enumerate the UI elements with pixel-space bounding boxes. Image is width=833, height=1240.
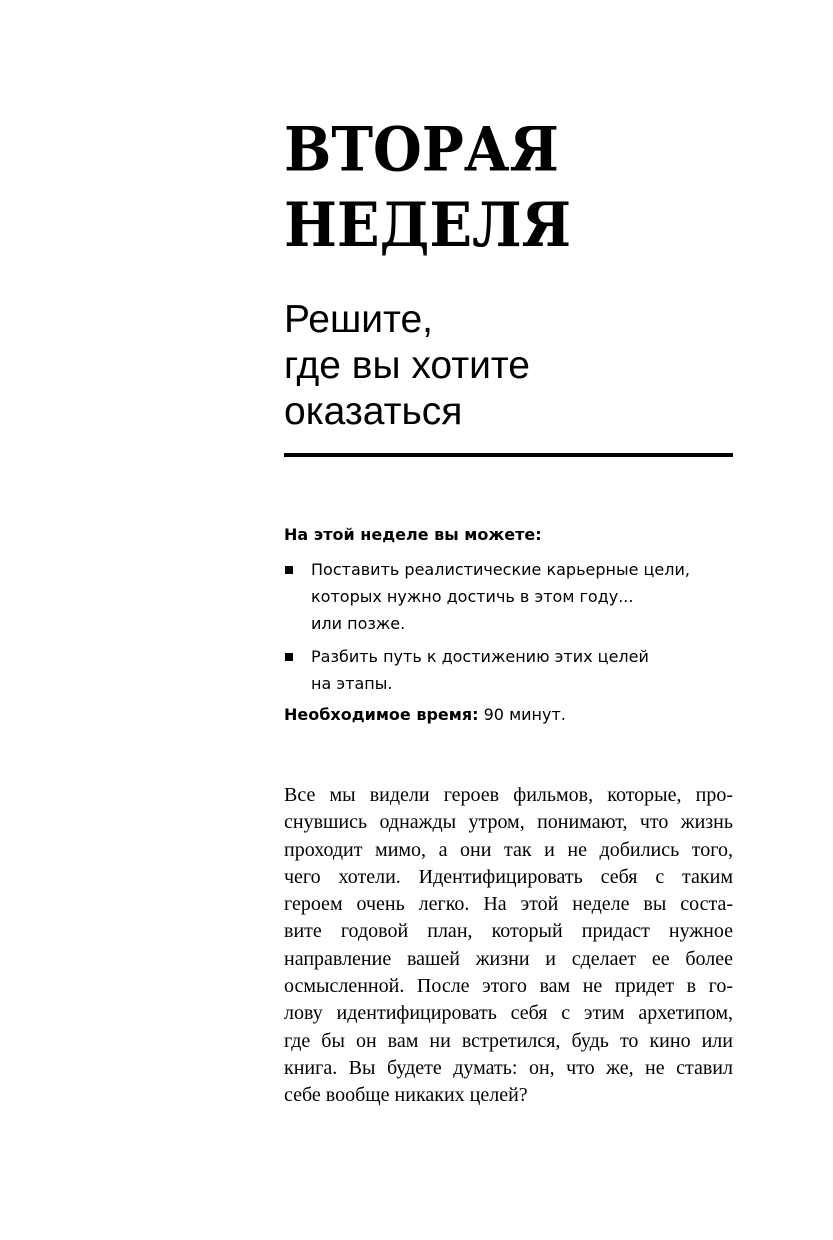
goal-item-line: на этапы. [311,674,393,693]
chapter-subtitle-line-2: где вы хотите [284,344,530,387]
body-line: чего хотели. Идентифицировать себя с таким [284,865,733,888]
body-line: где бы он вам ни встретился, будь то кино или [284,1029,733,1052]
goal-item-line: Разбить путь к достижению этих целей [311,647,649,666]
section-divider [284,453,733,457]
goal-item [284,643,733,697]
chapter-subtitle [284,297,530,435]
body-line: героем очень легко. На этой неделе вы соста- [284,893,733,916]
body-line: Все мы видели героев фильмов, которые, про- [284,784,733,806]
goal-item-line: Поставить реалистические карьерные цели, [311,560,690,579]
body-line: лову идентифицировать себя с этим архетипом, [284,1002,733,1025]
square-bullet-icon [285,566,293,574]
required-time-value: 90 минут. [483,705,566,724]
goal-item [284,556,733,637]
goal-item-line: которых нужно достичь в этом году... [311,587,634,606]
body-paragraph [284,782,733,1110]
body-line: себе вообще никаких целей? [284,1084,528,1107]
body-line: книга. Вы будете думать: он, что же, не ставил [284,1056,733,1079]
body-line: проходит мимо, а они так и не добились того, [284,838,733,861]
square-bullet-icon [285,653,293,661]
required-time-label: Необходимое время: [284,705,479,724]
goals-heading: На этой неделе вы можете: [284,525,542,544]
chapter-title-line-2: НЕДЕЛЯ [284,189,571,262]
body-line: осмысленной. После этого вам не придет в го- [284,975,733,998]
required-time [284,704,566,726]
chapter-title [284,112,571,263]
body-line: направление вашей жизни и сделает ее более [284,947,733,970]
chapter-subtitle-line-3: оказаться [284,390,463,433]
chapter-subtitle-line-1: Решите, [284,298,434,341]
chapter-title-line-1: ВТОРАЯ [284,114,559,186]
goal-item-line: или позже. [311,614,406,633]
body-line: снувшись однажды утром, понимают, что жизнь [284,811,733,834]
goals-list [284,556,733,703]
body-line: вите годовой план, который придаст нужное [284,920,733,943]
